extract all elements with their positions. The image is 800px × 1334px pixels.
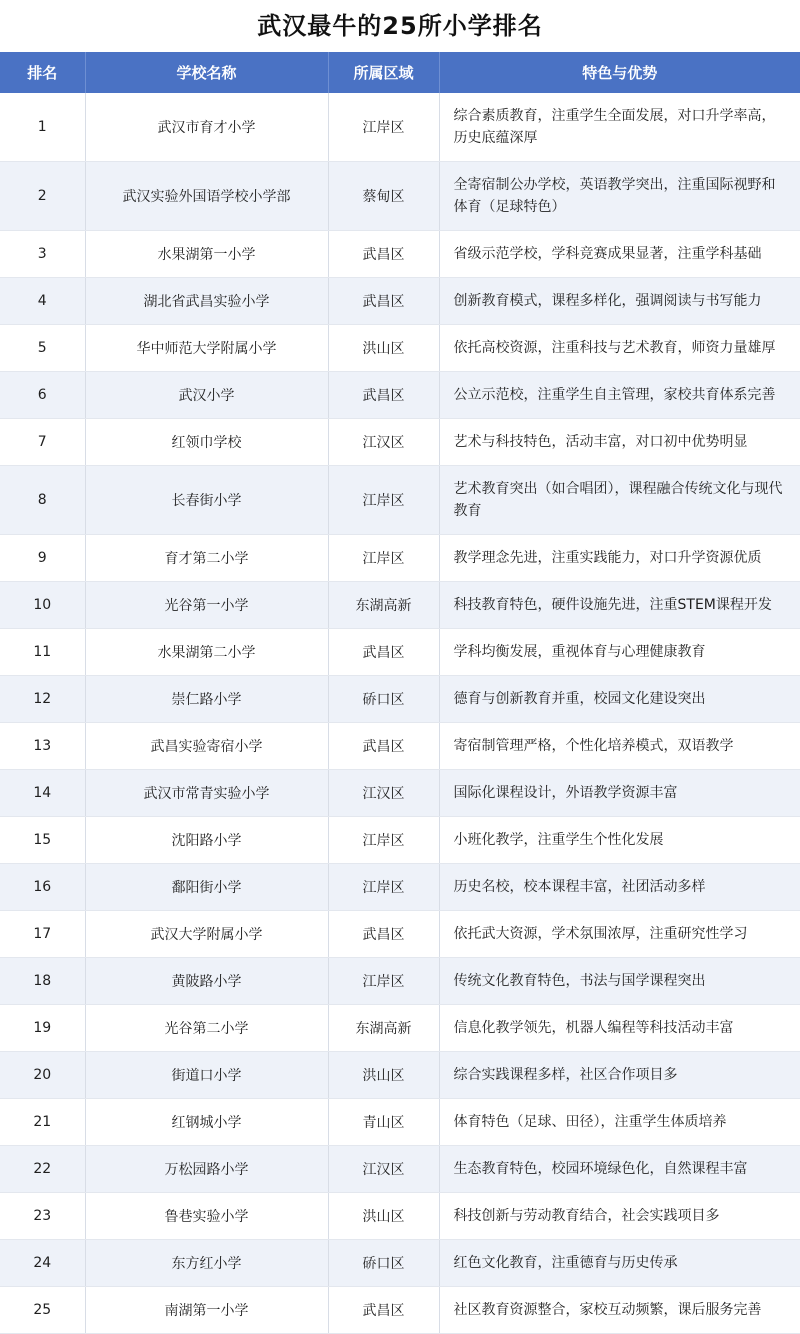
feature-cell: 信息化教学领先，机器人编程等科技活动丰富 [439, 1005, 800, 1052]
school-name-cell: 武汉实验外国语学校小学部 [85, 162, 328, 231]
school-name-cell: 水果湖第一小学 [85, 231, 328, 278]
rank-cell: 18 [0, 958, 85, 1005]
feature-cell: 艺术教育突出（如合唱团），课程融合传统文化与现代教育 [439, 466, 800, 535]
table-row [0, 911, 800, 958]
school-name-cell: 长春街小学 [85, 466, 328, 535]
school-name-cell: 鲁巷实验小学 [85, 1193, 328, 1240]
feature-cell: 科技创新与劳动教育结合，社会实践项目多 [439, 1193, 800, 1240]
district-cell: 硚口区 [328, 1240, 439, 1287]
district-cell: 江岸区 [328, 93, 439, 162]
table-row [0, 629, 800, 676]
table-row [0, 372, 800, 419]
district-cell: 武昌区 [328, 1287, 439, 1334]
district-cell: 硚口区 [328, 676, 439, 723]
header-feature: 特色与优势 [582, 64, 658, 82]
district-cell: 洪山区 [328, 325, 439, 372]
district-cell: 东湖高新 [328, 582, 439, 629]
table-row [0, 864, 800, 911]
table-row [0, 1146, 800, 1193]
feature-cell: 德育与创新教育并重，校园文化建设突出 [439, 676, 800, 723]
rank-cell: 4 [0, 278, 85, 325]
district-cell: 青山区 [328, 1099, 439, 1146]
school-name-cell: 万松园路小学 [85, 1146, 328, 1193]
feature-cell: 公立示范校，注重学生自主管理，家校共育体系完善 [439, 372, 800, 419]
district-cell: 江汉区 [328, 419, 439, 466]
rank-cell: 22 [0, 1146, 85, 1193]
rank-cell: 15 [0, 817, 85, 864]
header-rank: 排名 [0, 52, 85, 93]
table-row [0, 278, 800, 325]
rank-cell: 24 [0, 1240, 85, 1287]
feature-cell: 寄宿制管理严格，个性化培养模式，双语教学 [439, 723, 800, 770]
feature-cell: 生态教育特色，校园环境绿色化，自然课程丰富 [439, 1146, 800, 1193]
rank-cell: 2 [0, 162, 85, 231]
rank-cell: 17 [0, 911, 85, 958]
feature-cell: 全寄宿制公办学校，英语教学突出，注重国际视野和体育（足球特色） [439, 162, 800, 231]
district-cell: 武昌区 [328, 911, 439, 958]
school-name-cell: 东方红小学 [85, 1240, 328, 1287]
district-cell: 武昌区 [328, 231, 439, 278]
district-cell: 洪山区 [328, 1193, 439, 1240]
feature-cell: 学科均衡发展，重视体育与心理健康教育 [439, 629, 800, 676]
school-name-cell: 武汉小学 [85, 372, 328, 419]
table-row [0, 817, 800, 864]
table-row [0, 466, 800, 535]
header-school: 学校名称 [85, 52, 328, 93]
feature-cell: 红色文化教育，注重德育与历史传承 [439, 1240, 800, 1287]
rank-cell: 14 [0, 770, 85, 817]
rank-cell: 13 [0, 723, 85, 770]
table-row [0, 723, 800, 770]
table-row [0, 958, 800, 1005]
table-row [0, 535, 800, 582]
feature-cell: 历史名校，校本课程丰富，社团活动多样 [439, 864, 800, 911]
rank-cell: 5 [0, 325, 85, 372]
rank-cell: 1 [0, 93, 85, 162]
feature-cell: 综合素质教育，注重学生全面发展，对口升学率高，历史底蕴深厚 [439, 93, 800, 162]
school-name-cell: 光谷第一小学 [85, 582, 328, 629]
feature-cell: 依托高校资源，注重科技与艺术教育，师资力量雄厚 [439, 325, 800, 372]
table-row [0, 1240, 800, 1287]
rank-cell: 25 [0, 1287, 85, 1334]
district-cell: 江岸区 [328, 864, 439, 911]
school-name-cell: 育才第二小学 [85, 535, 328, 582]
rank-cell: 21 [0, 1099, 85, 1146]
school-name-cell: 华中师范大学附属小学 [85, 325, 328, 372]
table-row [0, 1052, 800, 1099]
school-name-cell: 黄陂路小学 [85, 958, 328, 1005]
feature-cell: 省级示范学校，学科竞赛成果显著，注重学科基础 [439, 231, 800, 278]
feature-cell: 综合实践课程多样，社区合作项目多 [439, 1052, 800, 1099]
table-row [0, 162, 800, 231]
table-row [0, 93, 800, 162]
rank-cell: 19 [0, 1005, 85, 1052]
header-district: 所属区域 [328, 52, 439, 93]
school-name-cell: 武汉大学附属小学 [85, 911, 328, 958]
feature-cell: 传统文化教育特色，书法与国学课程突出 [439, 958, 800, 1005]
school-name-cell: 水果湖第二小学 [85, 629, 328, 676]
school-name-cell: 红钢城小学 [85, 1099, 328, 1146]
page-title: 武汉最牛的25所小学排名 [257, 12, 543, 40]
rank-cell: 6 [0, 372, 85, 419]
district-cell: 江汉区 [328, 770, 439, 817]
district-cell: 东湖高新 [328, 1005, 439, 1052]
feature-cell: 艺术与科技特色，活动丰富，对口初中优势明显 [439, 419, 800, 466]
table-row [0, 582, 800, 629]
table-row [0, 1005, 800, 1052]
district-cell: 江汉区 [328, 1146, 439, 1193]
table-row [0, 419, 800, 466]
feature-cell: 科技教育特色，硬件设施先进，注重STEM课程开发 [439, 582, 800, 629]
district-cell: 武昌区 [328, 629, 439, 676]
school-name-cell: 鄱阳街小学 [85, 864, 328, 911]
school-name-cell: 南湖第一小学 [85, 1287, 328, 1334]
table-row [0, 1193, 800, 1240]
rank-cell: 23 [0, 1193, 85, 1240]
rank-cell: 16 [0, 864, 85, 911]
school-name-cell: 红领巾学校 [85, 419, 328, 466]
school-name-cell: 街道口小学 [85, 1052, 328, 1099]
district-cell: 武昌区 [328, 723, 439, 770]
district-cell: 武昌区 [328, 278, 439, 325]
district-cell: 洪山区 [328, 1052, 439, 1099]
district-cell: 江岸区 [328, 817, 439, 864]
district-cell: 江岸区 [328, 958, 439, 1005]
district-cell: 江岸区 [328, 535, 439, 582]
feature-cell: 教学理念先进，注重实践能力，对口升学资源优质 [439, 535, 800, 582]
feature-cell: 国际化课程设计，外语教学资源丰富 [439, 770, 800, 817]
district-cell: 蔡甸区 [328, 162, 439, 231]
feature-cell: 社区教育资源整合，家校互动频繁，课后服务完善 [439, 1287, 800, 1334]
rank-cell: 9 [0, 535, 85, 582]
table-row [0, 325, 800, 372]
table-row [0, 231, 800, 278]
rank-cell: 3 [0, 231, 85, 278]
school-name-cell: 武汉市常青实验小学 [85, 770, 328, 817]
school-name-cell: 沈阳路小学 [85, 817, 328, 864]
ranking-table [0, 52, 800, 1334]
school-name-cell: 武汉市育才小学 [85, 93, 328, 162]
school-name-cell: 湖北省武昌实验小学 [85, 278, 328, 325]
school-name-cell: 崇仁路小学 [85, 676, 328, 723]
school-name-cell: 武昌实验寄宿小学 [85, 723, 328, 770]
rank-cell: 10 [0, 582, 85, 629]
feature-cell: 创新教育模式，课程多样化，强调阅读与书写能力 [439, 278, 800, 325]
rank-cell: 11 [0, 629, 85, 676]
district-cell: 武昌区 [328, 372, 439, 419]
table-row [0, 676, 800, 723]
feature-cell: 依托武大资源，学术氛围浓厚，注重研究性学习 [439, 911, 800, 958]
school-name-cell: 光谷第二小学 [85, 1005, 328, 1052]
rank-cell: 8 [0, 466, 85, 535]
table-row [0, 770, 800, 817]
feature-cell: 体育特色（足球、田径），注重学生体质培养 [439, 1099, 800, 1146]
rank-cell: 12 [0, 676, 85, 723]
rank-cell: 20 [0, 1052, 85, 1099]
table-header-row [0, 52, 800, 93]
feature-cell: 小班化教学，注重学生个性化发展 [439, 817, 800, 864]
table-row [0, 1287, 800, 1334]
table-row [0, 1099, 800, 1146]
rank-cell: 7 [0, 419, 85, 466]
district-cell: 江岸区 [328, 466, 439, 535]
